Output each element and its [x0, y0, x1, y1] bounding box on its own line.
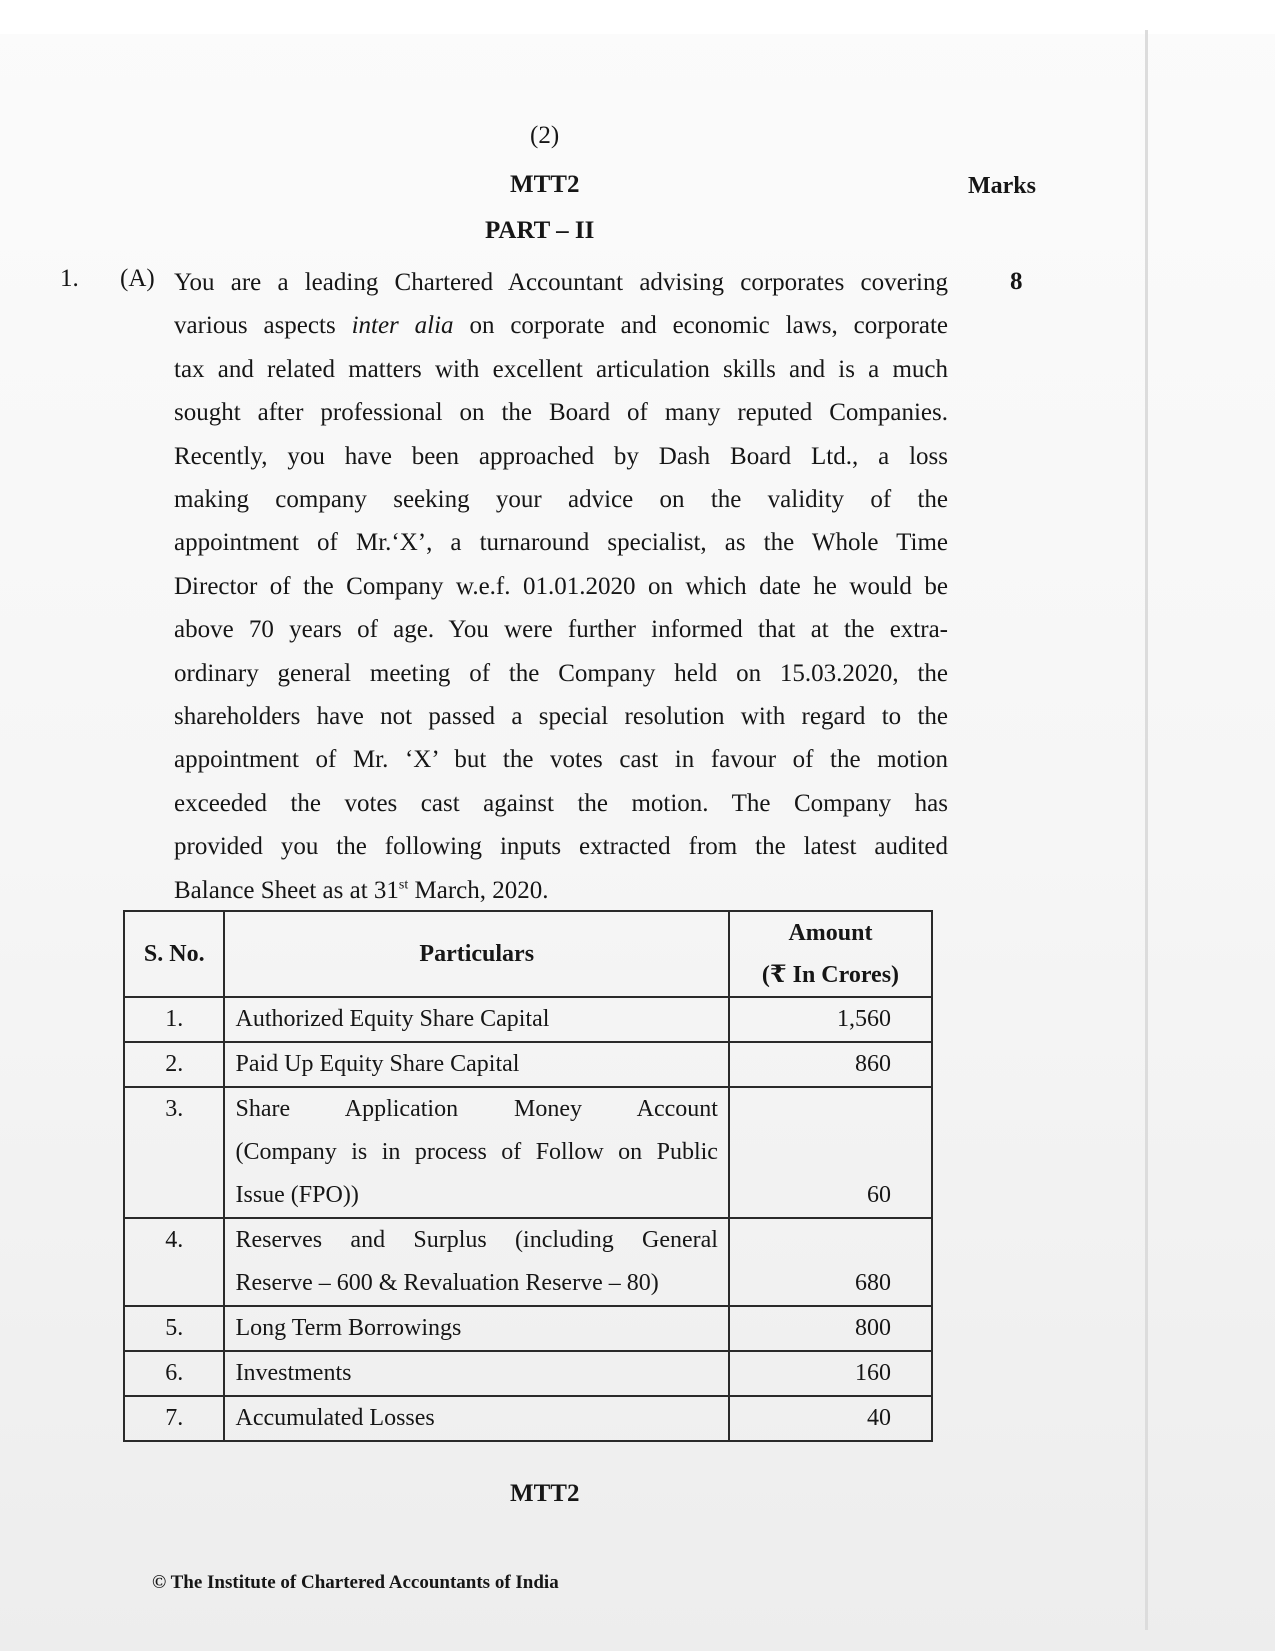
question-sub-label: (A) [120, 265, 155, 292]
header-particulars: Particulars [224, 911, 728, 997]
row-amount: 860 [729, 1042, 932, 1087]
header-sno: S. No. [124, 911, 224, 997]
row-amount: 1,560 [729, 997, 932, 1042]
page-number: (2) [530, 122, 560, 149]
ordinal-suffix: st [398, 877, 409, 893]
scan-top-margin [0, 0, 1275, 34]
row-particulars: Authorized Equity Share Capital [224, 997, 728, 1042]
row-particulars: Accumulated Losses [224, 1396, 728, 1441]
question-line: Recently, you have been approached by Dash Board Ltd., a loss [174, 442, 948, 470]
row-particulars: Reserves and Surplus (including General Reserve – 600 & Revaluation Reserve – 80) [224, 1218, 728, 1306]
header-amount [729, 911, 932, 997]
table-row [124, 1351, 932, 1396]
table-header-row [124, 911, 932, 997]
question-line: shareholders have not passed a special resolution with regard to the [174, 703, 948, 731]
question-line: making company seeking your advice on the validity of the [174, 486, 948, 514]
part-title: PART – II [485, 217, 595, 244]
question-line: provided you the following inputs extracted from the latest audited [174, 833, 948, 861]
question-text [174, 261, 948, 912]
question-line: appointment of Mr. ‘X’ but the votes cast in favour of the motion [174, 746, 948, 774]
row-sno: 5. [124, 1306, 224, 1351]
table-row [124, 1396, 932, 1441]
question-line: Balance Sheet as at 31st March, 2020. [174, 876, 549, 904]
row-amount: 680 [729, 1218, 932, 1306]
row-sno: 1. [124, 997, 224, 1042]
row-sno: 3. [124, 1087, 224, 1218]
row-amount: 60 [729, 1087, 932, 1218]
row-amount: 800 [729, 1306, 932, 1351]
row-particulars: Investments [224, 1351, 728, 1396]
scan-edge-shadow [1145, 30, 1148, 1630]
question-line: Director of the Company w.e.f. 01.01.2020 on which date he would be [174, 572, 948, 600]
marks-column-heading: Marks [968, 173, 1036, 199]
question-line: appointment of Mr.‘X’, a turnaround specialist, as the Whole Time [174, 529, 948, 557]
question-line: above 70 years of age. You were further informed that at the extra- [174, 616, 948, 644]
question-line: sought after professional on the Board of many reputed Companies. [174, 399, 948, 427]
paper-code-bottom: MTT2 [510, 1480, 580, 1507]
question-line: tax and related matters with excellent articulation skills and is a much [174, 355, 948, 383]
table-row [124, 997, 932, 1042]
copyright-footer: © The Institute of Chartered Accountants of India [152, 1572, 559, 1593]
question-marks: 8 [1010, 268, 1023, 295]
row-particulars: Share Application Money Account (Company is in process of Follow on Public Issue (FPO)) [224, 1087, 728, 1218]
row-particulars: Long Term Borrowings [224, 1306, 728, 1351]
row-sno: 6. [124, 1351, 224, 1396]
row-sno: 4. [124, 1218, 224, 1306]
table-row [124, 1087, 932, 1218]
question-line: various aspects inter alia on corporate and economic laws, corporate [174, 312, 948, 340]
header-amount-line1: Amount [788, 920, 873, 946]
question-line: You are a leading Chartered Accountant advising corporates covering [174, 269, 948, 296]
question-line: exceeded the votes cast against the motion. The Company has [174, 789, 948, 817]
row-amount: 160 [729, 1351, 932, 1396]
row-particulars: Paid Up Equity Share Capital [224, 1042, 728, 1087]
question-number: 1. [60, 265, 79, 292]
row-sno: 7. [124, 1396, 224, 1441]
balance-sheet-table [123, 910, 933, 1442]
header-amount-line2: (₹ In Crores) [761, 962, 900, 988]
row-amount: 40 [729, 1396, 932, 1441]
question-line: ordinary general meeting of the Company held on 15.03.2020, the [174, 659, 948, 687]
table-row [124, 1218, 932, 1306]
table-row [124, 1306, 932, 1351]
latin-phrase: inter alia [351, 312, 454, 340]
table-row [124, 1042, 932, 1087]
row-sno: 2. [124, 1042, 224, 1087]
paper-code-top: MTT2 [510, 171, 580, 198]
